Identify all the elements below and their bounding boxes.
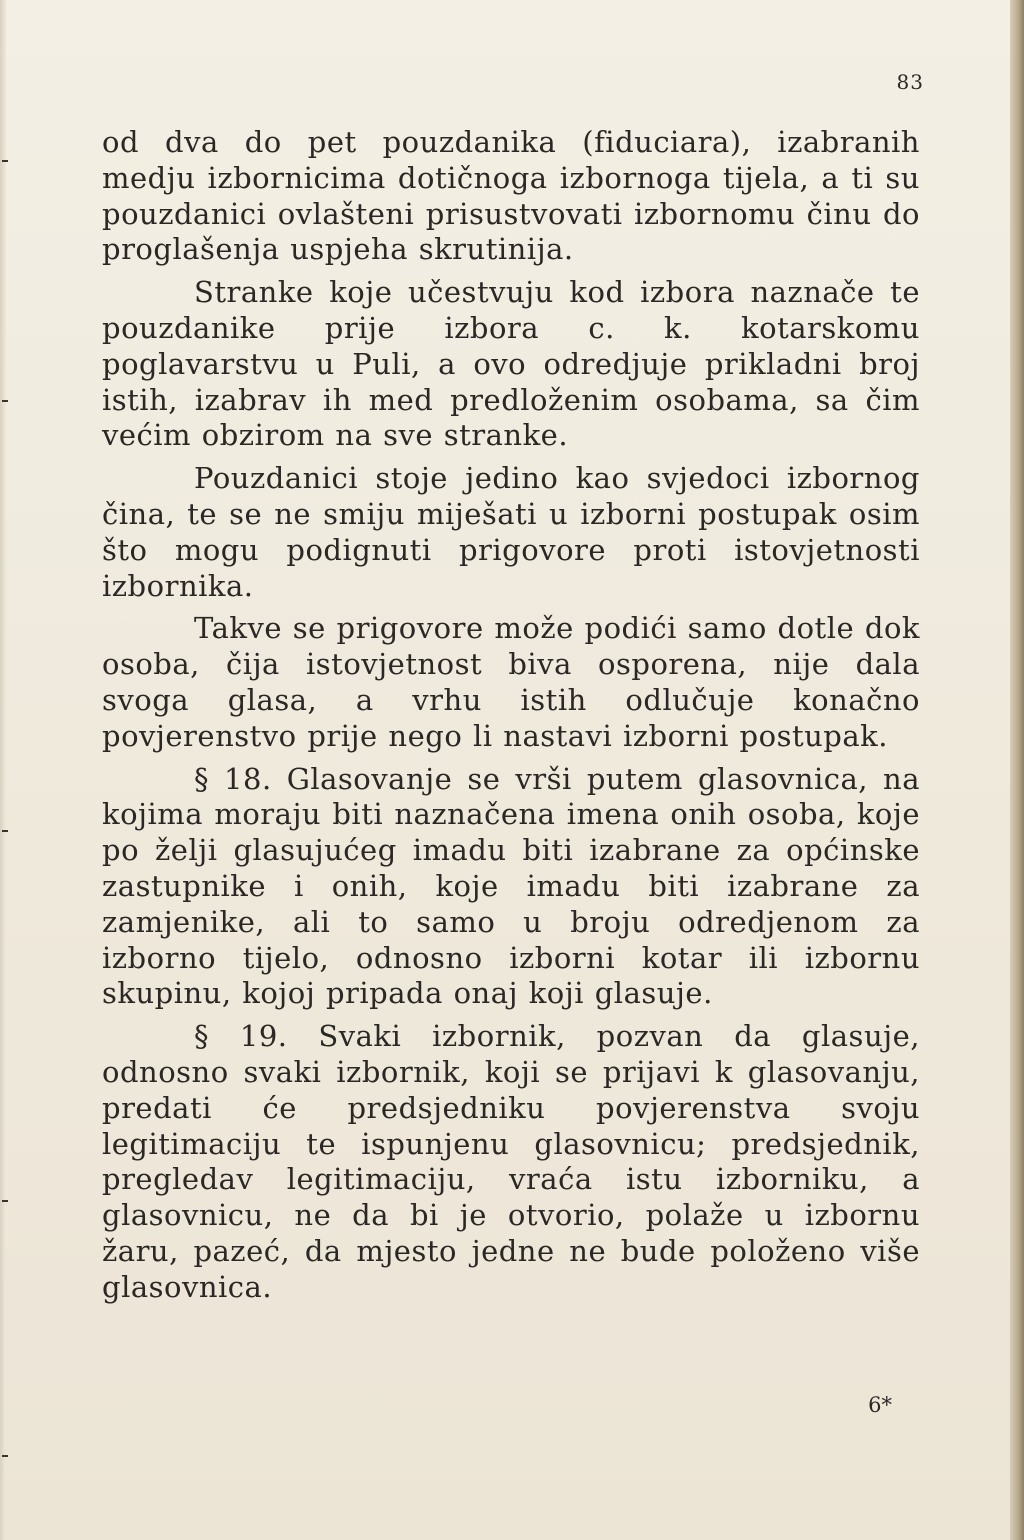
body-text <box>102 125 920 1313</box>
paragraph: Stranke koje učestvuju kod izbora naznače te pouzdanike prije izbora c. k. kotarskomu poglavarstvu u Puli, a ovo odredjuje prikladni broj istih, izabrav ih med predloženim osobama, sa čim većim obzirom na sve stranke. <box>102 275 920 453</box>
margin-mark <box>2 400 8 402</box>
paragraph: Takve se prigovore može podići samo dotle dok osoba, čija istovjetnost biva osporena, nije dala svoga glasa, a vrhu istih odlučuje konačno povjerenstvo prije nego li nastavi izborni postupak. <box>102 611 920 753</box>
page-binding-edge <box>1010 0 1024 1540</box>
signature-mark: 6* <box>868 1393 892 1417</box>
margin-mark <box>2 830 8 832</box>
paragraph: od dva do pet pouzdanika (fiduciara), izabranih medju izbornicima dotičnoga izbornoga tijela, a ti su pouzdanici ovlašteni prisustvovati izbornomu činu do proglašenja uspjeha skrutinija. <box>102 125 920 267</box>
page-left-edge <box>0 0 6 1540</box>
margin-mark <box>2 1455 8 1457</box>
paragraph-section-18: § 18. Glasovanje se vrši putem glasovnica, na kojima moraju biti naznačena imena onih osoba, koje po želji glasujućeg imadu biti izabrane za općinske zastupnike i onih, koje imadu biti izabrane za zamjenike, ali to samo u broju odredjenom za izborno tijelo, odnosno izborni kotar ili izbornu skupinu, kojoj pripada onaj koji glasuje. <box>102 761 920 1011</box>
paragraph-section-19: § 19. Svaki izbornik, pozvan da glasuje, odnosno svaki izbornik, koji se prijavi k glasovanju, predati će predsjedniku povjerenstva svoju legitimaciju te ispunjenu glasovnicu; predsjednik, pregledav legitimaciju, vraća istu izborniku, a glasovnicu, ne da bi je otvorio, polaže u izbornu žaru, pazeć, da mjesto jedne ne bude položeno više glasovnica. <box>102 1019 920 1304</box>
paragraph: Pouzdanici stoje jedino kao svjedoci izbornog čina, te se ne smiju miješati u izborni postupak osim što mogu podignuti prigovore proti istovjetnosti izbornika. <box>102 461 920 603</box>
margin-mark <box>2 160 8 162</box>
page-number: 83 <box>896 70 924 94</box>
margin-mark <box>2 1200 8 1202</box>
